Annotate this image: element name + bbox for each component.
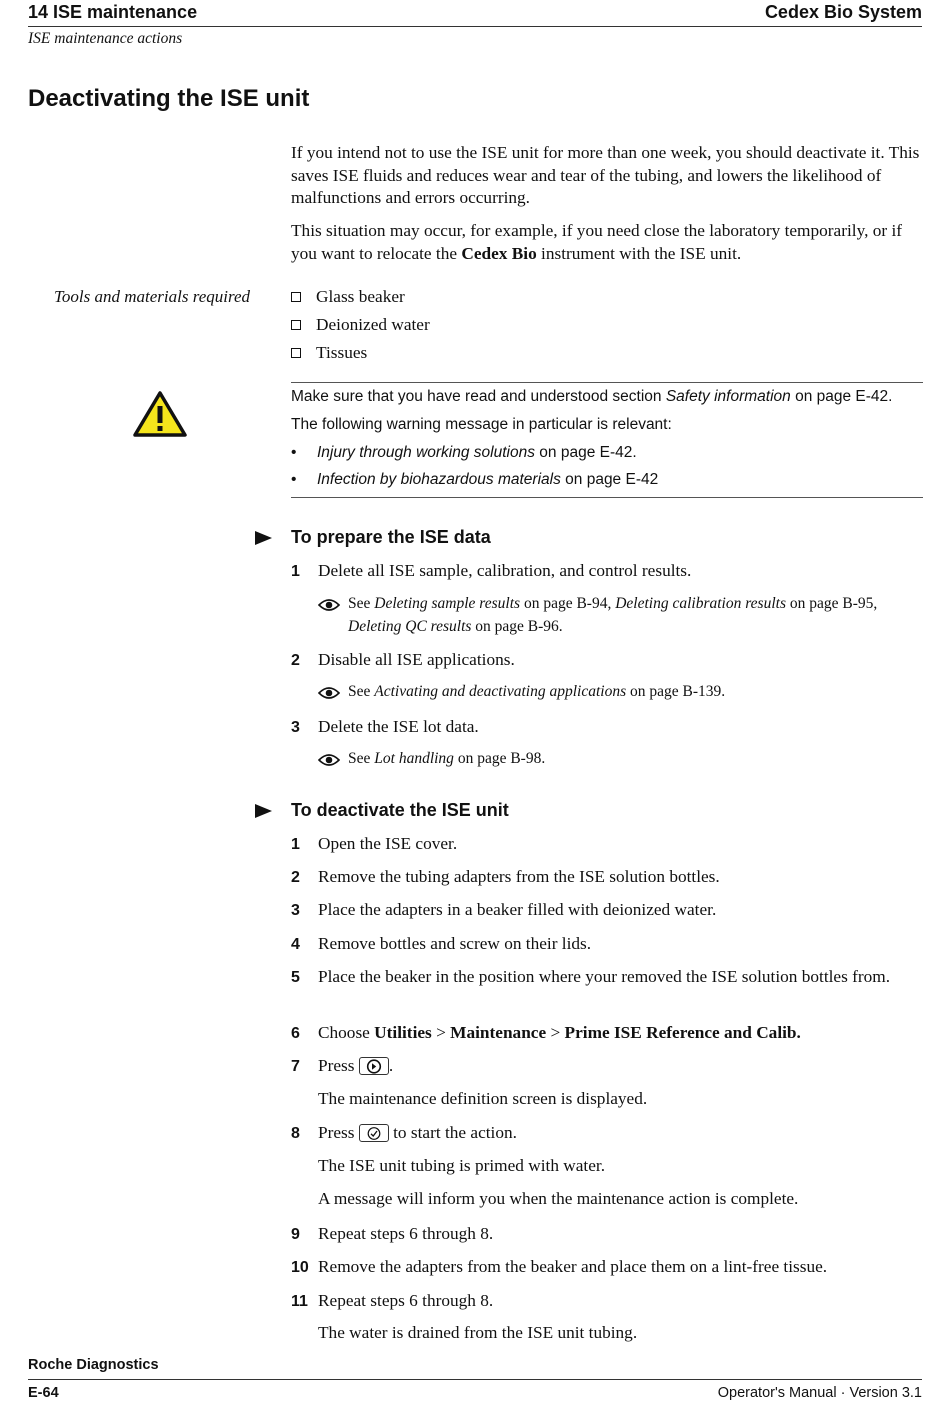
see-reference: See Activating and deactivating applications on page B-139.	[318, 681, 918, 708]
deactivate-step: 6 Choose Utilities > Maintenance > Prime ISE Reference and Calib.	[291, 1023, 801, 1042]
warning-bullet: • Infection by biohazardous materials on page E-42	[291, 471, 659, 488]
chapter-title: 14 ISE maintenance	[28, 2, 198, 22]
deactivate-step: 1 Open the ISE cover.	[291, 834, 458, 853]
deactivate-step: 10 Remove the adapters from the beaker and place them on a lint-free tissue.	[291, 1257, 828, 1276]
procedure-arrow-icon	[255, 804, 272, 818]
deactivate-step: 8 Press to start the action.	[291, 1123, 517, 1142]
step-result: The maintenance definition screen is displayed.	[318, 1089, 648, 1108]
menu-path-prime-ise: Prime ISE Reference and Calib.	[564, 1023, 801, 1042]
page-title: Deactivating the ISE unit	[28, 85, 310, 112]
manual-version: Operator's Manual · Version 3.1	[717, 1385, 922, 1401]
select-button-icon	[359, 1057, 389, 1075]
checkbox-icon	[291, 348, 301, 358]
menu-path-utilities: Utilities	[374, 1023, 432, 1042]
material-item: Tissues	[291, 343, 367, 363]
deactivate-step: 5 Place the beaker in the position where your removed the ISE solution bottles from.	[291, 967, 891, 986]
prepare-step: 3 Delete the ISE lot data.	[291, 717, 479, 736]
prepare-heading: To prepare the ISE data	[291, 527, 491, 547]
eye-icon	[318, 681, 348, 708]
see-reference: See Deleting sample results on page B-94, Deleting calibration results on page B-95, Deleting QC results on page B-96.	[318, 593, 918, 638]
deactivate-step: 9 Repeat steps 6 through 8.	[291, 1224, 494, 1243]
checkbox-icon	[291, 320, 301, 330]
deactivate-heading: To deactivate the ISE unit	[291, 800, 509, 820]
deactivate-step: 2 Remove the tubing adapters from the ISE solution bottles.	[291, 867, 720, 886]
product-name-inline: Cedex Bio	[461, 243, 537, 263]
eye-icon	[318, 748, 348, 775]
section-subtitle: ISE maintenance actions	[28, 30, 183, 47]
warning-line-2: The following warning message in particular is relevant:	[291, 416, 672, 433]
material-item: Glass beaker	[291, 287, 405, 307]
header-divider	[28, 26, 922, 27]
step-result: A message will inform you when the maintenance action is complete.	[318, 1189, 799, 1208]
prepare-step: 2 Disable all ISE applications.	[291, 650, 515, 669]
material-item: Deionized water	[291, 315, 430, 335]
eye-icon	[318, 593, 348, 638]
intro-paragraph-2: This situation may occur, for example, if you need close the laboratory temporarily, or if you want to relocate the Cedex Bio instrument with the ISE unit.	[291, 221, 902, 263]
intro-paragraph-1: If you intend not to use the ISE unit for more than one week, you should deactivate it. This saves ISE fluids and reduces wear and tear of the tubing, and lowers the likelihood of malfunctions and errors occurring.	[291, 143, 920, 207]
deactivate-step: 11 Repeat steps 6 through 8.	[291, 1291, 494, 1310]
start-button-icon	[359, 1124, 389, 1142]
page-number: E-64	[28, 1385, 59, 1401]
footer-company: Roche Diagnostics	[28, 1357, 159, 1373]
step-result: The ISE unit tubing is primed with water.	[318, 1156, 606, 1175]
deactivate-step: 3 Place the adapters in a beaker filled with deionized water.	[291, 900, 717, 919]
warning-bullet: • Injury through working solutions on page E-42.	[291, 444, 637, 461]
step-result: The water is drained from the ISE unit tubing.	[318, 1323, 638, 1342]
deactivate-step: 4 Remove bottles and screw on their lids.	[291, 934, 592, 953]
warning-triangle-icon	[132, 390, 188, 438]
footer-divider	[28, 1379, 922, 1380]
tools-label: Tools and materials required	[54, 287, 250, 306]
checkbox-icon	[291, 292, 301, 302]
menu-path-maintenance: Maintenance	[450, 1023, 547, 1042]
warning-top-rule	[291, 382, 923, 383]
prepare-step: 1 Delete all ISE sample, calibration, and control results.	[291, 561, 692, 580]
deactivate-step: 7 Press .	[291, 1056, 394, 1075]
warning-line-1: Make sure that you have read and understood section Safety information on page E-42.	[291, 388, 893, 405]
procedure-arrow-icon	[255, 531, 272, 545]
product-name: Cedex Bio System	[764, 2, 922, 22]
warning-bottom-rule	[291, 497, 923, 498]
see-reference: See Lot handling on page B-98.	[318, 748, 918, 775]
